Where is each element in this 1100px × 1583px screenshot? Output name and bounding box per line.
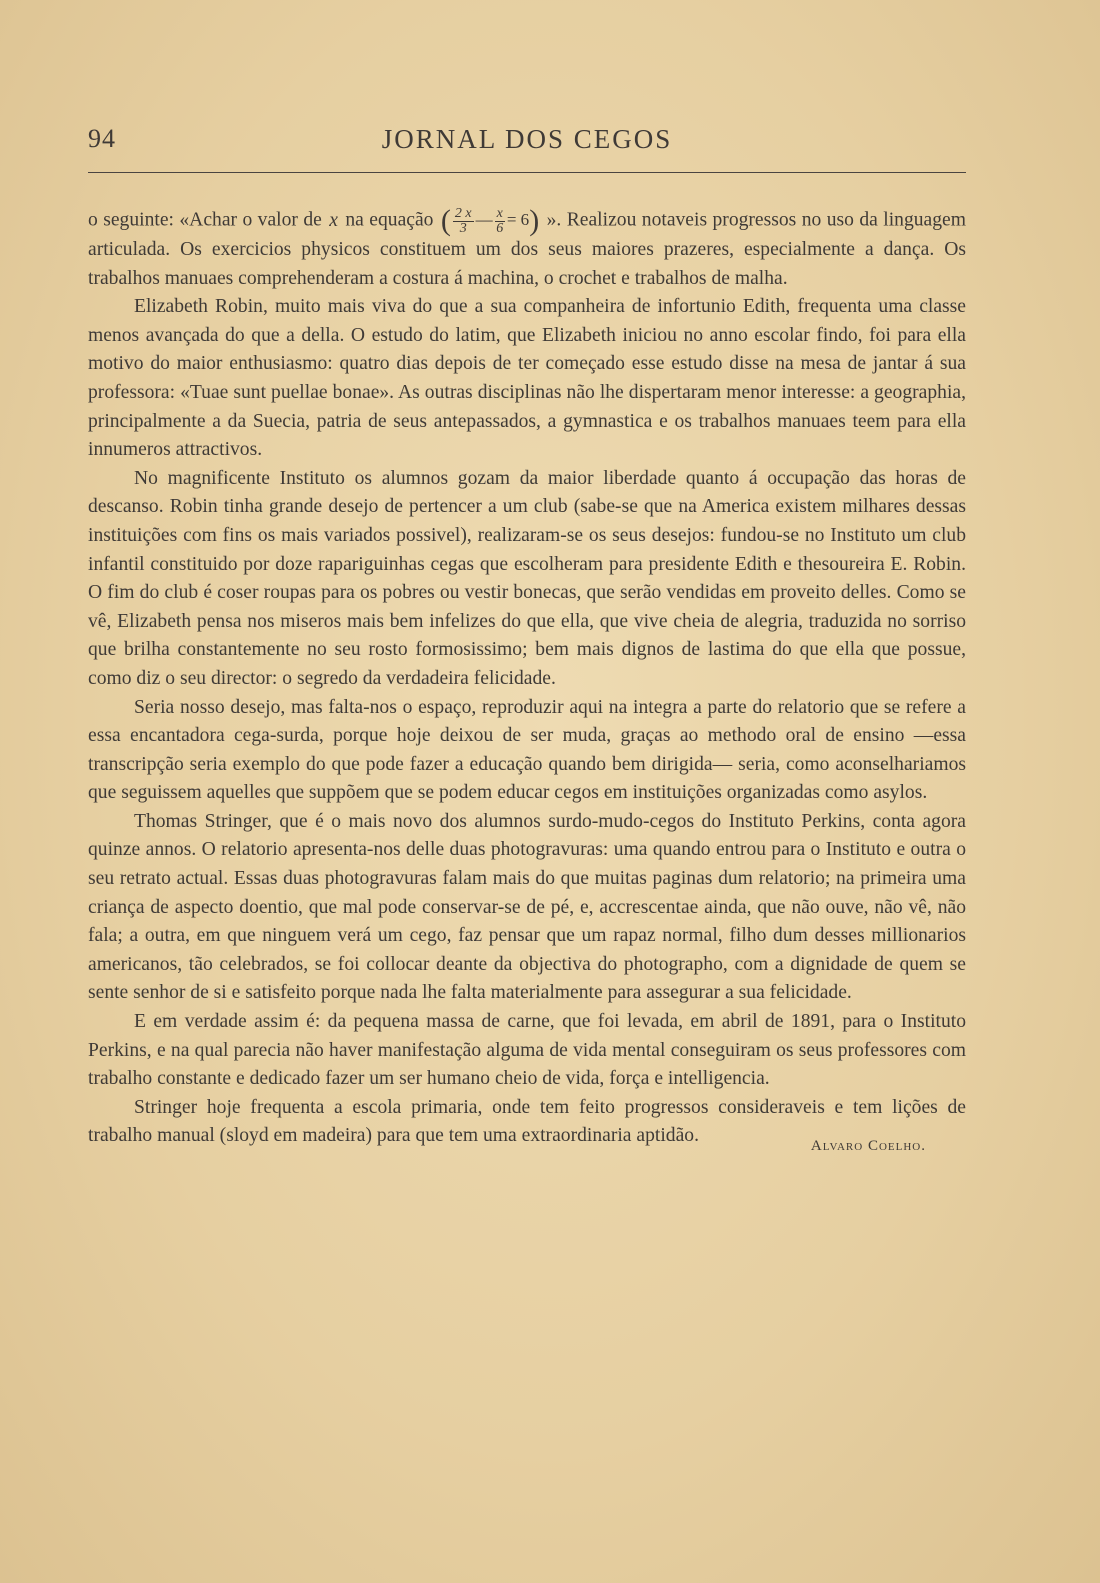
paragraph-1 [88,206,966,293]
fraction-denominator: 3 [459,220,467,236]
equation-minus: — [475,209,493,229]
fraction-x-over-6 [495,207,505,236]
math-variable-x: x [329,210,338,232]
page-header [88,124,966,164]
fraction-2x-over-3 [453,207,474,236]
paragraph-7-text: Stringer hoje frequenta a escola primaria, onde tem feito progressos consideraveis e tem lições de trabalho manual (sloyd em madeira) para que tem uma extraordinaria aptidão. [88,1096,966,1147]
paragraph-4: Seria nosso desejo, mas falta-nos o espaço, reproduzir aqui na integra a parte do relatorio que se refere a essa encantadora cega-surda, porque hoje deixou de ser muda, graças ao methodo oral de ensino —essa transcripção seria exemplo do que pode fazer a educação quando bem dirigida— seria, como aconselhariamos que seguissem aquelles que suppõem que se podem educar cegos em instituições organizadas como asylos. [88,696,966,804]
paragraph-3: No magnificente Instituto os alumnos gozam da maior liberdade quanto á occupação das horas de descanso. Robin tinha grande desejo de pertencer a um club (sabe-se que na America existem milhares dessas instituições com fins os mais variados possivel), realizaram-se os seus desejos: fundou-se no Instituto um club infantil constituido por doze rapariguinhas cegas que escolheram para presidente Edith e thesoureira E. Robin. O fim do club é coser roupas para os pobres ou vestir bonecas, que serão vendidas em proveito delles. Como se vê, Elizabeth pensa nos miseros mais bem infelizes do que ella, que vive cheia de alegria, traduzida no sorriso que brilha constantemente no seu rosto formosissimo; bem mais dignos de lastima do que ella que possue, como diz o seu director: o segredo da verdadeira felicidade. [88,467,966,689]
running-title: JORNAL DOS CEGOS [381,124,673,154]
p1-text-start: o seguinte: «Achar o valor de [88,209,328,231]
equation-close-paren: ) [529,204,540,237]
fraction-numerator: x [496,205,503,221]
page-number: 94 [88,124,116,153]
article-body [88,206,966,1161]
equation [441,206,539,236]
paragraph-2: Elizabeth Robin, muito mais viva do que a sua companheira de infortunio Edith, frequenta uma classe menos avançada do que a della. O estudo do latim, que Elizabeth iniciou no anno escolar findo, foi para ella motivo do maior enthusiasmo: quatro dias depois de ter começado esse estudo disse na mesa de jantar á sua professora: «Tuae sunt puellae bonae». As outras disciplinas não lhe dispertaram menor interesse: a geographia, principalmente a da Suecia, patria de seus antepassados, a gymnastica e os trabalhos manuaes teem para ella innumeros attractivos. [88,296,966,461]
p1-text-end: ». Realizou notaveis progressos no uso da linguagem articulada. Os exercicios physicos constituem um dos seus maiores prazeres, especialmente a dança. Os trabalhos manuaes comprehenderam a costura á machina, o crochet e trabalhos de malha. [88,209,966,289]
fraction-numerator: 2 x [454,205,472,221]
paragraph-7 [88,1094,966,1155]
author-signature: Alvaro Coelho. [810,1138,926,1155]
p1-text-mid: na equação [339,209,439,231]
equation-open-paren: ( [440,204,451,237]
header-rule [88,172,966,173]
paragraph-5: Thomas Stringer, que é o mais novo dos alumnos surdo-mudo-cegos do Instituto Perkins, conta agora quinze annos. O relatorio apresenta-nos delle duas photogravuras: uma quando entrou para o Instituto e outra o seu retrato actual. Essas duas photogravuras falam mais do que muitas paginas dum relatorio; na primeira uma criança de aspecto doentio, que mal pode conservar-se de pé, e, accrescentae ainda, que não ouve, não vê, não fala; a outra, em que ninguem verá um cego, faz pensar que um rapaz normal, filho dum desses millionarios americanos, tão celebrados, se foi collocar deante da objectiva do photographo, com a dignidade de quem se sente senhor de si e satisfeito porque nada lhe falta materialmente para assegurar a sua felicidade. [88,810,966,1004]
equation-equals: = 6 [506,209,530,229]
paragraph-6: E em verdade assim é: da pequena massa de carne, que foi levada, em abril de 1891, para o Instituto Perkins, e na qual parecia não haver manifestação alguma de vida mental conseguiram os seus professores com trabalho constante e dedicado fazer um ser humano cheio de vida, força e intelligencia. [88,1011,966,1090]
fraction-denominator: 6 [496,220,504,236]
